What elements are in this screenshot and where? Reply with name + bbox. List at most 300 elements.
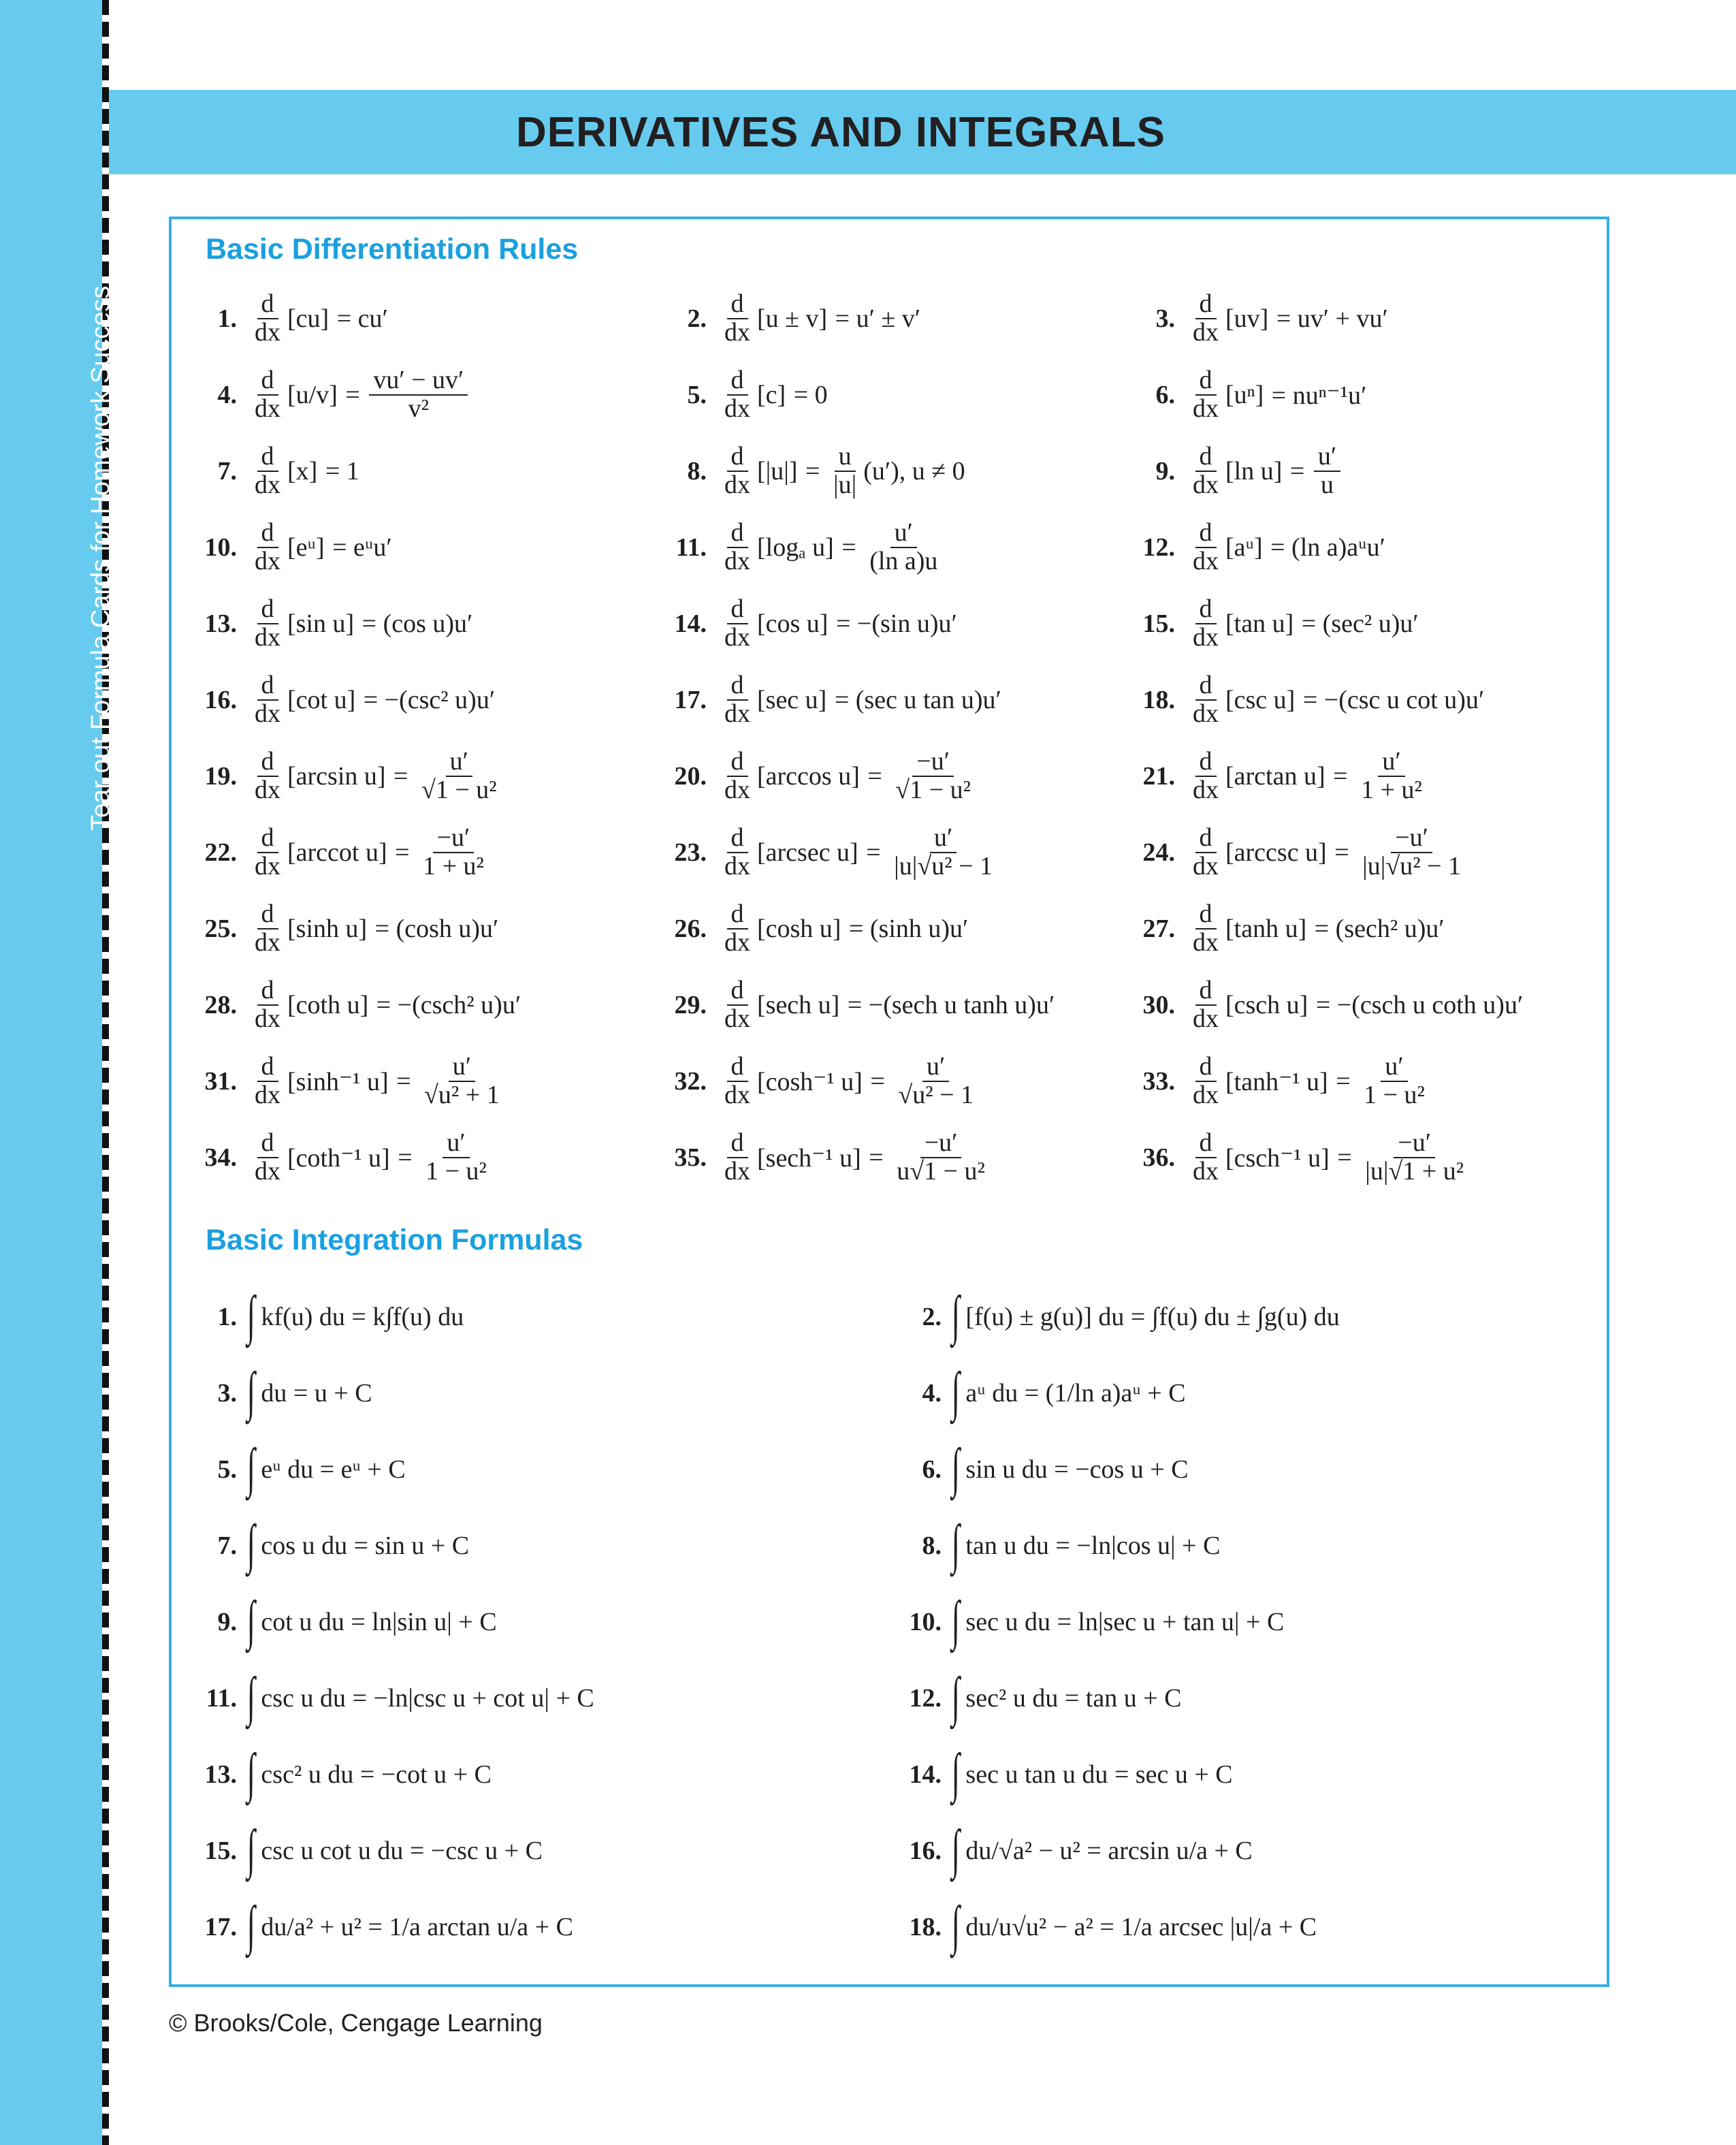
derivative-operator-denominator: dx xyxy=(724,547,750,575)
diff-rule xyxy=(667,437,965,505)
result-fraction-denominator: 1 + u² xyxy=(1361,776,1422,804)
derivative-operator-numerator: d xyxy=(1195,520,1217,548)
differentiation-heading: Basic Differentiation Rules xyxy=(206,233,579,266)
rule-argument: [cosh u] xyxy=(757,915,841,943)
rule-result: = (sec u tan u)u′ xyxy=(828,686,1001,714)
rule-argument: [cot u] xyxy=(287,686,356,714)
result-fraction-numerator: −u′ xyxy=(912,748,954,777)
result-fraction-denominator: |u|√u² − 1 xyxy=(1362,852,1462,880)
diff-rule xyxy=(197,895,498,963)
derivative-operator xyxy=(1189,520,1223,575)
result-fraction-denominator: 1 + u² xyxy=(423,852,484,880)
result-fraction-denominator: √1 − u² xyxy=(895,776,971,804)
rule-number: 27. xyxy=(1142,915,1175,943)
derivative-operator-numerator: d xyxy=(1195,1053,1217,1082)
rule-result: = nuⁿ⁻¹u′ xyxy=(1265,381,1367,410)
rule-result: = −(sin u)u′ xyxy=(829,609,957,638)
derivative-operator xyxy=(251,520,285,575)
integral-rule xyxy=(197,1817,543,1885)
rule-result: = 0 xyxy=(787,381,828,409)
integral-rule xyxy=(902,1435,1189,1504)
derivative-operator xyxy=(251,291,285,347)
derivative-operator-denominator: dx xyxy=(724,699,750,728)
rule-number: 35. xyxy=(674,1143,707,1172)
derivative-operator-numerator: d xyxy=(257,367,278,396)
derivative-operator xyxy=(251,672,285,728)
copyright-footer: © Brooks/Cole, Cengage Learning xyxy=(169,2009,543,2037)
result-fraction-denominator: √u² − 1 xyxy=(898,1081,974,1109)
derivative-operator xyxy=(251,443,285,499)
rule-argument: [arccot u] xyxy=(287,838,387,867)
derivative-operator-denominator: dx xyxy=(1193,699,1219,728)
derivative-operator xyxy=(720,672,754,728)
integral-formula: sin u du = −cos u + C xyxy=(959,1455,1189,1484)
derivative-operator-numerator: d xyxy=(1195,825,1217,853)
title-band xyxy=(109,90,1736,174)
rule-number: 4. xyxy=(217,381,237,409)
rule-number: 31. xyxy=(204,1067,237,1096)
diff-rule xyxy=(1136,819,1468,887)
rule-number: 12. xyxy=(909,1684,942,1713)
rule-number: 11. xyxy=(675,533,707,562)
integral-sign: ∫ xyxy=(951,1438,960,1498)
derivative-operator-denominator: dx xyxy=(1193,623,1219,652)
result-fraction xyxy=(369,367,468,423)
derivative-operator-numerator: d xyxy=(1195,901,1217,930)
diff-rule xyxy=(1136,742,1429,810)
result-fraction xyxy=(894,1053,978,1109)
derivative-operator-denominator: dx xyxy=(1193,776,1219,804)
rule-number: 12. xyxy=(1142,533,1175,562)
rule-number: 17. xyxy=(204,1913,237,1941)
rule-argument: [uv] xyxy=(1225,304,1269,333)
rule-argument: [sech u] xyxy=(757,991,840,1019)
rule-argument: [sin u] xyxy=(287,609,355,638)
integral-formula: csc u du = −ln|csc u + cot u| + C xyxy=(254,1684,594,1713)
derivative-operator-numerator: d xyxy=(257,672,278,701)
integral-formula: [f(u) ± g(u)] du = ∫f(u) du ± ∫g(u) du xyxy=(959,1303,1340,1331)
rule-number: 28. xyxy=(204,991,237,1019)
integral-formula: eᵘ du = eᵘ + C xyxy=(254,1455,406,1484)
derivative-operator-numerator: d xyxy=(1195,977,1217,1006)
equals-sign: = xyxy=(835,533,863,562)
result-fraction-numerator: −u′ xyxy=(1394,1130,1435,1158)
result-fraction xyxy=(1360,1053,1429,1109)
rule-argument: [aᵘ] xyxy=(1225,533,1263,562)
diff-rule xyxy=(197,1124,494,1192)
rule-number: 36. xyxy=(1142,1143,1175,1172)
derivative-operator xyxy=(251,367,285,423)
result-fraction-denominator: 1 − u² xyxy=(425,1157,487,1186)
derivative-operator-numerator: d xyxy=(727,825,748,853)
result-fraction xyxy=(829,443,861,499)
rule-argument: [coth u] xyxy=(287,991,369,1019)
rule-result: = cu′ xyxy=(330,304,388,333)
derivative-operator xyxy=(720,520,754,575)
derivative-operator-denominator: dx xyxy=(255,1004,280,1033)
derivative-operator xyxy=(1189,443,1223,499)
integral-sign: ∫ xyxy=(951,1362,960,1422)
derivative-operator-denominator: dx xyxy=(255,318,280,347)
diff-rule xyxy=(1136,437,1343,505)
derivative-operator xyxy=(251,596,285,652)
result-fraction xyxy=(1361,1130,1468,1186)
equals-sign: = xyxy=(1328,838,1356,867)
diff-rule xyxy=(1136,513,1385,582)
rule-result: = eᵘu′ xyxy=(325,533,392,562)
derivative-operator-numerator: d xyxy=(727,443,748,472)
rule-number: 13. xyxy=(204,609,237,638)
rule-number: 14. xyxy=(909,1760,942,1789)
integral-sign: ∫ xyxy=(246,1896,255,1956)
derivative-operator xyxy=(251,1130,285,1186)
rule-result: = (cos u)u′ xyxy=(355,609,473,638)
derivative-operator-denominator: dx xyxy=(1193,1157,1219,1186)
rule-number: 5. xyxy=(687,381,707,409)
rule-argument: [sinh u] xyxy=(287,915,368,943)
result-fraction-denominator: u√1 − u² xyxy=(897,1157,985,1186)
rule-number: 17. xyxy=(674,686,707,714)
result-fraction xyxy=(893,1130,989,1186)
derivative-operator-numerator: d xyxy=(1195,596,1217,624)
rule-number: 15. xyxy=(1142,609,1175,638)
rule-result: = (ln a)aᵘu′ xyxy=(1264,533,1385,562)
rule-number: 3. xyxy=(217,1379,237,1408)
result-fraction-denominator: |u|√u² − 1 xyxy=(894,852,993,880)
rule-argument: [arccsc u] xyxy=(1225,838,1327,867)
derivative-operator xyxy=(251,825,285,880)
diff-rule xyxy=(197,971,521,1039)
result-fraction xyxy=(419,825,488,880)
rule-number: 8. xyxy=(922,1531,942,1560)
result-fraction-numerator: vu′ − uv′ xyxy=(369,367,468,396)
result-fraction xyxy=(1314,443,1340,499)
derivative-operator xyxy=(720,1130,754,1186)
derivative-operator xyxy=(720,901,754,957)
derivative-operator-numerator: d xyxy=(257,1130,278,1158)
integral-rule xyxy=(197,1435,406,1504)
integral-sign: ∫ xyxy=(246,1438,255,1498)
rule-number: 25. xyxy=(204,915,237,943)
derivative-operator-denominator: dx xyxy=(1193,928,1219,957)
diff-rule xyxy=(197,819,491,887)
derivative-operator-denominator: dx xyxy=(724,623,750,652)
result-fraction-numerator: u′ xyxy=(930,825,957,853)
derivative-operator xyxy=(251,977,285,1033)
integral-formula: du/√a² − u² = arcsin u/a + C xyxy=(959,1837,1253,1865)
rule-result: = −(csc u cot u)u′ xyxy=(1296,686,1485,714)
derivative-operator xyxy=(1189,596,1223,652)
derivative-operator-numerator: d xyxy=(727,748,748,777)
equals-sign: = xyxy=(861,762,889,791)
diff-rule xyxy=(1136,666,1484,734)
derivative-operator-numerator: d xyxy=(1195,443,1217,472)
derivative-operator-denominator: dx xyxy=(255,547,280,575)
result-fraction-denominator: v² xyxy=(408,394,430,423)
integral-formula: csc² u du = −cot u + C xyxy=(254,1760,492,1789)
equals-sign: = xyxy=(1326,762,1355,791)
derivative-operator-denominator: dx xyxy=(724,1157,750,1186)
result-fraction-numerator: u′ xyxy=(1381,1053,1407,1082)
derivative-operator xyxy=(720,596,754,652)
result-fraction-numerator: u′ xyxy=(1314,443,1340,472)
equals-sign: = xyxy=(1283,457,1311,486)
rule-argument: [arccos u] xyxy=(757,762,860,791)
derivative-operator-denominator: dx xyxy=(255,776,280,804)
rule-number: 23. xyxy=(674,838,707,867)
diff-rule xyxy=(197,361,470,429)
diff-rule xyxy=(197,437,359,505)
diff-rule xyxy=(197,742,504,810)
result-fraction-denominator: u xyxy=(1320,471,1334,499)
integral-formula: du = u + C xyxy=(254,1379,372,1408)
derivative-operator-numerator: d xyxy=(257,443,278,472)
rule-number: 5. xyxy=(217,1455,237,1484)
rule-number: 4. xyxy=(922,1379,942,1408)
derivative-operator-numerator: d xyxy=(257,1053,278,1082)
derivative-operator-denominator: dx xyxy=(724,1081,750,1109)
diff-rule xyxy=(1136,590,1419,658)
diff-rule xyxy=(667,590,957,658)
derivative-operator xyxy=(720,825,754,880)
derivative-operator-numerator: d xyxy=(1195,291,1217,319)
rule-number: 2. xyxy=(922,1303,942,1331)
rule-number: 6. xyxy=(1155,381,1175,409)
derivative-operator-numerator: d xyxy=(1195,748,1217,777)
integral-rule xyxy=(902,1512,1220,1580)
diff-rule xyxy=(667,361,828,429)
integral-formula: cot u du = ln|sin u| + C xyxy=(254,1608,497,1636)
rule-number: 24. xyxy=(1142,838,1175,867)
derivative-operator xyxy=(1189,1130,1223,1186)
result-fraction-denominator: |u|√1 + u² xyxy=(1365,1157,1464,1186)
integral-sign: ∫ xyxy=(951,1667,960,1727)
derivative-operator-denominator: dx xyxy=(1193,471,1219,499)
rule-number: 9. xyxy=(1155,457,1175,486)
rule-result: = 1 xyxy=(319,457,359,486)
rule-argument: [tanh u] xyxy=(1225,915,1307,943)
derivative-operator-denominator: dx xyxy=(1193,852,1219,880)
integral-rule xyxy=(197,1588,497,1656)
equals-sign: = xyxy=(1330,1143,1359,1172)
diff-rule xyxy=(667,742,978,810)
result-fraction xyxy=(890,825,997,880)
derivative-operator-denominator: dx xyxy=(1193,1004,1219,1033)
integral-sign: ∫ xyxy=(246,1591,255,1651)
integral-rule xyxy=(902,1283,1340,1351)
derivative-operator-denominator: dx xyxy=(724,471,750,499)
derivative-operator-numerator: d xyxy=(727,520,748,548)
rule-number: 1. xyxy=(217,304,237,333)
derivative-operator-denominator: dx xyxy=(255,1081,280,1109)
derivative-operator xyxy=(1189,1053,1223,1109)
rule-number: 14. xyxy=(674,609,707,638)
derivative-operator xyxy=(720,748,754,804)
result-fraction-numerator: u xyxy=(835,443,856,472)
derivative-operator-numerator: d xyxy=(257,291,278,319)
diff-rule xyxy=(197,666,495,734)
result-fraction-numerator: u′ xyxy=(922,1053,949,1082)
rule-argument: [tan u] xyxy=(1225,609,1294,638)
derivative-operator xyxy=(1189,672,1223,728)
integral-rule xyxy=(902,1893,1317,1961)
integral-sign: ∫ xyxy=(951,1820,960,1879)
rule-argument: [u ± v] xyxy=(757,304,828,333)
equals-sign: = xyxy=(799,457,826,486)
rule-number: 11. xyxy=(206,1684,237,1713)
derivative-operator xyxy=(1189,367,1223,423)
derivative-operator xyxy=(1189,825,1223,880)
rule-result: = (sinh u)u′ xyxy=(842,915,969,943)
diff-rule xyxy=(667,666,1001,734)
result-fraction-denominator: (ln a)u xyxy=(869,547,938,575)
integral-sign: ∫ xyxy=(951,1514,960,1574)
derivative-operator-denominator: dx xyxy=(1193,1081,1219,1109)
derivative-operator xyxy=(1189,977,1223,1033)
integral-sign: ∫ xyxy=(246,1286,255,1346)
derivative-operator xyxy=(720,1053,754,1109)
rule-argument: [arcsec u] xyxy=(757,838,858,867)
diff-rule xyxy=(1136,1047,1432,1115)
rule-argument: [sech⁻¹ u] xyxy=(757,1143,861,1173)
diff-rule xyxy=(667,285,920,353)
integral-rule xyxy=(197,1359,372,1427)
rule-number: 2. xyxy=(687,304,707,333)
rule-argument: [sinh⁻¹ u] xyxy=(287,1067,389,1096)
rule-argument: [uⁿ] xyxy=(1225,381,1264,409)
diff-rule xyxy=(667,1124,992,1192)
integral-rule xyxy=(902,1741,1233,1809)
integral-rule xyxy=(197,1664,594,1732)
integral-rule xyxy=(902,1359,1186,1427)
page-title: DERIVATIVES AND INTEGRALS xyxy=(516,108,1166,156)
rule-number: 19. xyxy=(204,762,237,791)
rule-number: 10. xyxy=(204,533,237,562)
integral-formula: cos u du = sin u + C xyxy=(254,1531,470,1560)
result-fraction xyxy=(1358,825,1465,880)
derivative-operator-denominator: dx xyxy=(1193,547,1219,575)
integral-formula: sec² u du = tan u + C xyxy=(959,1684,1182,1713)
derivative-operator-denominator: dx xyxy=(724,1004,750,1033)
rule-argument: [eᵘ] xyxy=(287,533,325,562)
derivative-operator-numerator: d xyxy=(1195,672,1217,701)
derivative-operator-numerator: d xyxy=(1195,367,1217,396)
rule-argument: [arcsin u] xyxy=(287,762,386,791)
rule-number: 10. xyxy=(909,1608,942,1636)
equals-sign: = xyxy=(863,1067,892,1096)
rule-number: 18. xyxy=(909,1913,942,1941)
result-fraction-denominator: 1 − u² xyxy=(1364,1081,1425,1109)
integral-formula: du/a² + u² = 1/a arctan u/a + C xyxy=(254,1913,573,1941)
diff-rule xyxy=(1136,971,1523,1039)
integral-rule xyxy=(902,1588,1284,1656)
derivative-operator-denominator: dx xyxy=(1193,318,1219,347)
rule-number: 26. xyxy=(674,915,707,943)
rule-argument: [logₐ u] xyxy=(757,533,834,562)
rule-number: 32. xyxy=(674,1067,707,1096)
derivative-operator-numerator: d xyxy=(727,672,748,701)
rule-argument: [tanh⁻¹ u] xyxy=(1225,1067,1328,1096)
derivative-operator-denominator: dx xyxy=(255,394,280,423)
integral-rule xyxy=(902,1817,1253,1885)
rule-result: = −(csc² u)u′ xyxy=(357,686,496,714)
rule-number: 9. xyxy=(217,1608,237,1636)
integral-formula: aᵘ du = (1/ln a)aᵘ + C xyxy=(959,1379,1186,1408)
integral-rule xyxy=(197,1283,464,1351)
derivative-operator-numerator: d xyxy=(257,748,278,777)
result-fraction-numerator: u′ xyxy=(890,520,917,548)
derivative-operator-denominator: dx xyxy=(255,699,280,728)
result-suffix: (u′), u ≠ 0 xyxy=(863,457,965,486)
diff-rule xyxy=(667,895,968,963)
result-fraction xyxy=(891,748,975,804)
result-fraction-denominator: |u| xyxy=(833,471,857,499)
diff-rule xyxy=(667,1047,980,1115)
derivative-operator xyxy=(1189,748,1223,804)
rule-argument: [|u|] xyxy=(757,457,798,486)
integral-sign: ∫ xyxy=(951,1896,960,1956)
integral-formula: sec u du = ln|sec u + tan u| + C xyxy=(959,1608,1285,1636)
result-fraction-numerator: −u′ xyxy=(433,825,475,853)
derivative-operator-numerator: d xyxy=(257,520,278,548)
integral-sign: ∫ xyxy=(246,1362,255,1422)
equals-sign: = xyxy=(862,1143,890,1172)
derivative-operator-denominator: dx xyxy=(255,623,280,652)
equals-sign: = xyxy=(859,838,888,867)
result-fraction xyxy=(421,1130,491,1186)
result-fraction xyxy=(420,1053,504,1109)
derivative-operator-denominator: dx xyxy=(724,776,750,804)
rule-result: = (sech² u)u′ xyxy=(1308,915,1445,943)
result-fraction xyxy=(1357,748,1426,804)
rule-argument: [c] xyxy=(757,381,786,409)
derivative-operator xyxy=(251,901,285,957)
rule-number: 29. xyxy=(674,991,707,1019)
integral-formula: du/u√u² − a² = 1/a arcsec |u|/a + C xyxy=(959,1913,1317,1941)
rule-argument: [cosh⁻¹ u] xyxy=(757,1067,863,1096)
rule-number: 7. xyxy=(217,1531,237,1560)
derivative-operator-numerator: d xyxy=(257,977,278,1006)
rule-argument: [ln u] xyxy=(1225,457,1283,486)
integral-sign: ∫ xyxy=(246,1820,255,1879)
integral-rule xyxy=(197,1893,573,1961)
integration-heading: Basic Integration Formulas xyxy=(206,1224,583,1256)
rule-argument: [csch⁻¹ u] xyxy=(1225,1143,1330,1173)
derivative-operator xyxy=(1189,291,1223,347)
derivative-operator-denominator: dx xyxy=(255,852,280,880)
rule-number: 21. xyxy=(1142,762,1175,791)
diff-rule xyxy=(667,513,944,582)
integral-formula: tan u du = −ln|cos u| + C xyxy=(959,1531,1221,1560)
derivative-operator xyxy=(720,367,754,423)
derivative-operator-denominator: dx xyxy=(724,928,750,957)
result-fraction-denominator: √u² + 1 xyxy=(424,1081,500,1109)
derivative-operator-denominator: dx xyxy=(724,318,750,347)
result-fraction xyxy=(417,748,501,804)
rule-number: 6. xyxy=(922,1455,942,1484)
integral-formula: kf(u) du = k∫f(u) du xyxy=(254,1303,464,1331)
derivative-operator-denominator: dx xyxy=(724,852,750,880)
rule-number: 18. xyxy=(1142,686,1175,714)
diff-rule xyxy=(1136,285,1388,353)
derivative-operator-numerator: d xyxy=(727,291,748,319)
derivative-operator-numerator: d xyxy=(727,1130,748,1158)
rule-number: 30. xyxy=(1142,991,1175,1019)
derivative-operator-numerator: d xyxy=(727,596,748,624)
equals-sign: = xyxy=(388,838,417,867)
integral-rule xyxy=(197,1512,469,1580)
integral-rule xyxy=(197,1741,492,1809)
